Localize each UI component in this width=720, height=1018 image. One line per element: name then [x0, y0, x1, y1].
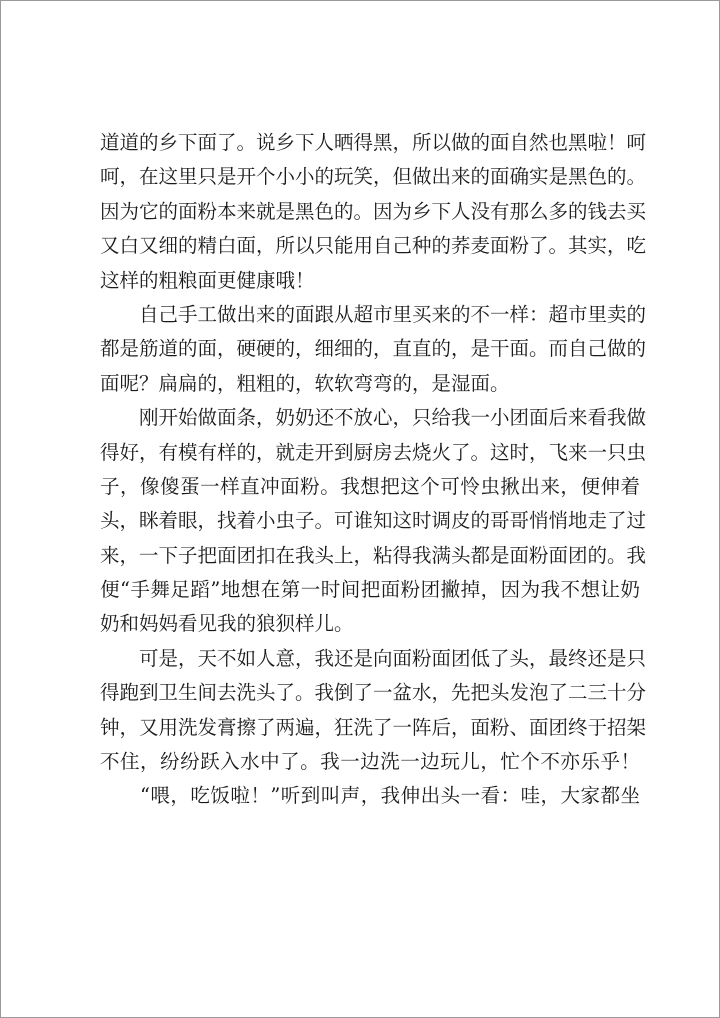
text-line: 可是，天不如人意，我还是向面粉面团低了头，最终还是只: [100, 646, 647, 670]
text-line: 又白又细的精白面，所以只能用自己种的荞麦面粉了。其实，吃: [100, 234, 647, 258]
text-line: 自己手工做出来的面跟从超市里买来的不一样：超市里卖的: [100, 302, 647, 326]
body-text: [100, 126, 647, 814]
text-line: 来，一下子把面团扣在我头上，粘得我满头都是面粉面团的。我: [100, 543, 647, 567]
text-line: 得跑到卫生间去洗头了。我倒了一盆水，先把头发泡了二三十分: [100, 681, 647, 705]
text-line: 头，眯着眼，找着小虫子。可谁知这时调皮的哥哥悄悄地走了过: [100, 509, 647, 533]
text-line: “喂，吃饭啦！”听到叫声，我伸出头一看：哇，大家都坐: [100, 784, 640, 808]
text-line: 不住，纷纷跃入水中了。我一边洗一边玩儿，忙个不亦乐乎！: [100, 750, 640, 774]
text-line: 子，像傻蛋一样直冲面粉。我想把这个可怜虫揪出来，便伸着: [100, 474, 640, 498]
text-line: 钟，又用洗发膏擦了两遍，狂洗了一阵后，面粉、面团终于招架: [100, 715, 647, 739]
text-line: 都是筋道的面，硬硬的，细细的，直直的，是干面。而自己做的: [100, 337, 647, 361]
text-line: 道道的乡下面了。说乡下人晒得黑，所以做的面自然也黑啦！呵: [100, 131, 647, 154]
text-line: 刚开始做面条，奶奶还不放心，只给我一小团面后来看我做: [100, 406, 647, 430]
text-line: 奶和妈妈看见我的狼狈样儿。: [100, 612, 354, 636]
text-line: 这样的粗粮面更健康哦！: [100, 268, 315, 292]
text-line: 便“手舞足蹈”地想在第一时间把面粉团撇掉，因为我不想让奶: [100, 578, 640, 602]
text-line: 呵，在这里只是开个小小的玩笑，但做出来的面确实是黑色的。: [100, 165, 647, 189]
text-line: 因为它的面粉本来就是黑色的。因为乡下人没有那么多的钱去买: [100, 199, 647, 223]
text-line: 得好，有模有样的，就走开到厨房去烧火了。这时，飞来一只虫: [100, 440, 647, 464]
text-line: 面呢？扁扁的，粗粗的，软软弯弯的，是湿面。: [100, 371, 510, 395]
